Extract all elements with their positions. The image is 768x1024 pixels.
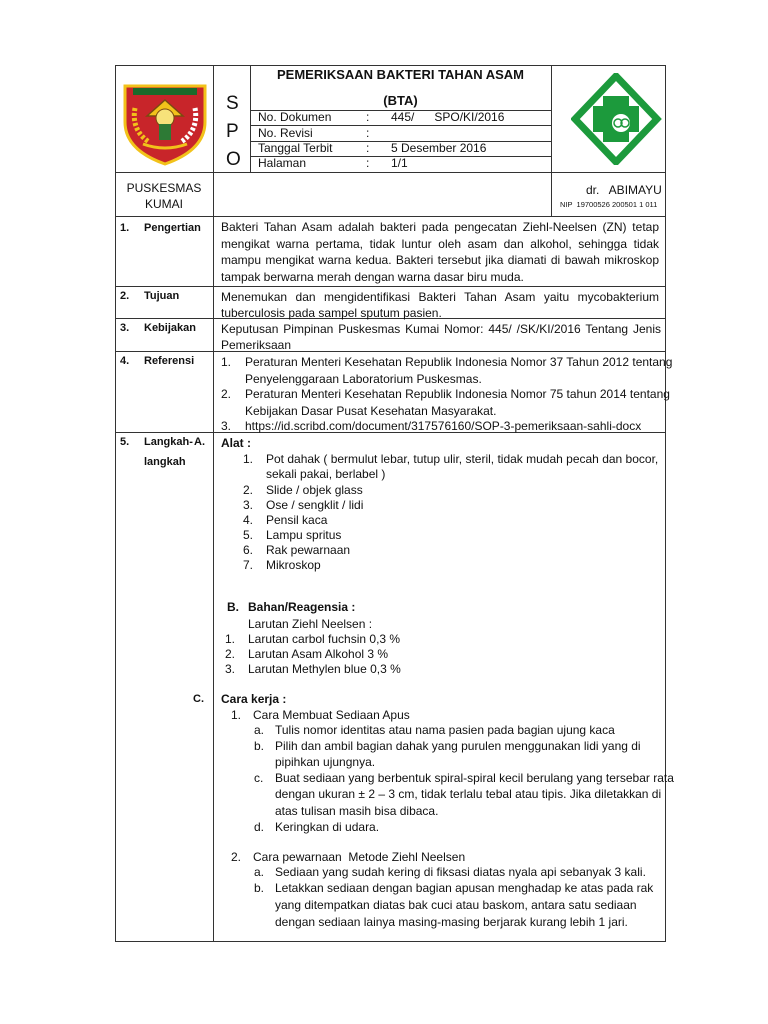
subsection-letter: C. [193, 693, 204, 705]
org-name-line2: KUMAI [144, 197, 183, 211]
step-item: Letakkan sediaan dengan bagian apusan menghadap ke atas pada rak [275, 881, 654, 895]
reference-text: Peraturan Menteri Kesehatan Republik Indonesia Nomor 75 tahun 2014 tentang [245, 387, 670, 401]
meta-label: Tanggal Terbit [258, 141, 333, 155]
row-divider [115, 286, 666, 287]
list-number: 3. [243, 498, 254, 512]
step-item: atas tulisan masih bisa dibaca. [275, 804, 439, 818]
meta-sep: : [366, 126, 370, 140]
list-item: sekali pakai, berlabel ) [266, 467, 386, 481]
subsection-letter: A. [194, 436, 205, 448]
subsection-title: Cara kerja : [221, 692, 287, 706]
list-number: 6. [243, 543, 254, 557]
section-text: Bakteri Tahan Asam adalah bakteri pada pengecatan Ziehl-Neelsen (ZN) tetap mengikat warna pertama, tidak luntur oleh asam dan alkohol, sehingga tidak mampu mengikat warna kedua. Bakteri tersebut jika diamati di bawah mikroskop tampak berwarna merah dengan warna dasar biru muda. [221, 220, 659, 284]
meta-label: No. Dokumen [258, 110, 332, 124]
list-letter: b. [254, 739, 265, 753]
step-item: Pilih dan ambil bagian dahak yang purulen menggunakan lidi yang di [275, 739, 641, 753]
meta-sep: : [366, 156, 370, 170]
section-number: 2. [120, 290, 130, 302]
list-item: Larutan Methylen blue 0,3 % [248, 662, 401, 676]
section-label: langkah [144, 456, 186, 468]
reference-number: 2. [221, 387, 232, 401]
step-title: Cara Membuat Sediaan Apus [253, 708, 410, 722]
step-item: Tulis nomor identitas atau nama pasien pada bagian ujung kaca [275, 723, 615, 737]
list-item: Mikroskop [266, 558, 321, 572]
step-item: Sediaan yang sudah kering di fiksasi diatas nyala api sebanyak 3 kali. [275, 865, 646, 879]
org-name: PUSKESMAS [126, 181, 202, 195]
spo-letter: O [226, 149, 241, 170]
section-label: Langkah- [144, 436, 193, 448]
logo-divider [551, 65, 552, 216]
regency-seal-logo [119, 78, 211, 168]
section-label: Kebijakan [144, 322, 196, 334]
list-number: 2. [243, 483, 254, 497]
meta-label: No. Revisi [258, 126, 313, 140]
meta-label: Halaman [258, 156, 307, 170]
spo-letter: P [226, 121, 239, 142]
reference-link[interactable]: https://id.scribd.com/document/317576160/SOP-3-pemeriksaan-sahli-docx [245, 419, 642, 433]
list-number: 7. [243, 558, 254, 572]
list-number: 2. [231, 850, 242, 864]
list-letter: d. [254, 820, 265, 834]
list-number: 4. [243, 513, 254, 527]
row-divider [115, 216, 666, 217]
subsection-letter: B. [227, 600, 239, 614]
reference-text: Penyelenggaraan Laboratorium Puskesmas. [245, 372, 482, 386]
section-text: Menemukan dan mengidentifikasi Bakteri Tahan Asam yaitu mycobakterium tuberculosis pada sampel sputum pasien. [221, 290, 659, 320]
meta-value: 5 Desember 2016 [391, 141, 487, 155]
step-item: yang ditempatkan diatas bak cuci atau baskom, antara satu sediaan [275, 898, 637, 912]
list-item: Rak pewarnaan [266, 543, 351, 557]
list-number: 1. [231, 708, 242, 722]
spo-letter: S [226, 93, 239, 114]
list-number: 3. [225, 662, 236, 676]
step-item: dengan sediaan lainya masing-masing berjarak kurang lebih 1 jari. [275, 915, 628, 929]
list-item: Ose / sengklit / lidi [266, 498, 364, 512]
meta-value: 445/ SPO/KI/2016 [391, 110, 505, 124]
column-divider [213, 65, 214, 942]
step-item: dengan ukuran ± 2 – 3 cm, tidak terlalu tebal atau tipis. Jika diletakkan di [275, 787, 662, 801]
list-item: Larutan carbol fuchsin 0,3 % [248, 632, 401, 646]
reference-number: 3. [221, 419, 232, 433]
list-number: 5. [243, 528, 254, 542]
signer-name: dr. ABIMAYU [586, 183, 662, 197]
section-number: 5. [120, 436, 130, 448]
bahan-intro: Larutan Ziehl Neelsen : [248, 617, 373, 631]
document-title-abbrev: (BTA) [383, 93, 418, 108]
list-number: 1. [225, 632, 236, 646]
meta-sep: : [366, 110, 370, 124]
section-label: Referensi [144, 355, 195, 367]
reference-text: Peraturan Menteri Kesehatan Republik Indonesia Nomor 37 Tahun 2012 tentang [245, 355, 673, 369]
subsection-title: Bahan/Reagensia : [248, 600, 356, 614]
section-label: Tujuan [144, 290, 180, 302]
header-row-divider [115, 172, 666, 173]
section-number: 3. [120, 322, 130, 334]
signer-nip: NIP 19700526 200501 1 011 [560, 200, 658, 209]
step-item: Keringkan di udara. [275, 820, 380, 834]
list-number: 1. [243, 452, 254, 466]
list-item: Pot dahak ( bermulut lebar, tutup ulir, steril, tidak mudah pecah dan bocor, [266, 452, 659, 466]
list-letter: a. [254, 865, 265, 879]
section-label: Pengertian [144, 222, 201, 234]
list-letter: a. [254, 723, 265, 737]
list-item: Larutan Asam Alkohol 3 % [248, 647, 389, 661]
list-letter: b. [254, 881, 265, 895]
section-number: 1. [120, 222, 130, 234]
step-item: Buat sediaan yang berbentuk spiral-spiral kecil berulang yang tersebar rata [275, 771, 674, 785]
list-item: Slide / objek glass [266, 483, 363, 497]
subsection-title: Alat : [221, 436, 251, 450]
step-item: pipihkan ujungnya. [275, 755, 376, 769]
reference-text: Kebijakan Dasar Pusat Kesehatan Masyarakat. [245, 404, 497, 418]
list-letter: c. [254, 771, 264, 785]
section-text: Keputusan Pimpinan Puskesmas Kumai Nomor: 445/ /SK/KI/2016 Tentang Jenis Pemeriksaan [221, 322, 661, 352]
document-title: PEMERIKSAAN BAKTERI TAHAN ASAM [277, 67, 524, 82]
meta-sep: : [366, 141, 370, 155]
list-number: 2. [225, 647, 236, 661]
meta-value: 1/1 [391, 156, 408, 170]
list-item: Lampu spritus [266, 528, 342, 542]
step-title: Cara pewarnaan Metode Ziehl Neelsen [253, 850, 466, 864]
puskesmas-logo [571, 73, 662, 165]
reference-number: 1. [221, 355, 232, 369]
section-number: 4. [120, 355, 130, 367]
list-item: Pensil kaca [266, 513, 328, 527]
